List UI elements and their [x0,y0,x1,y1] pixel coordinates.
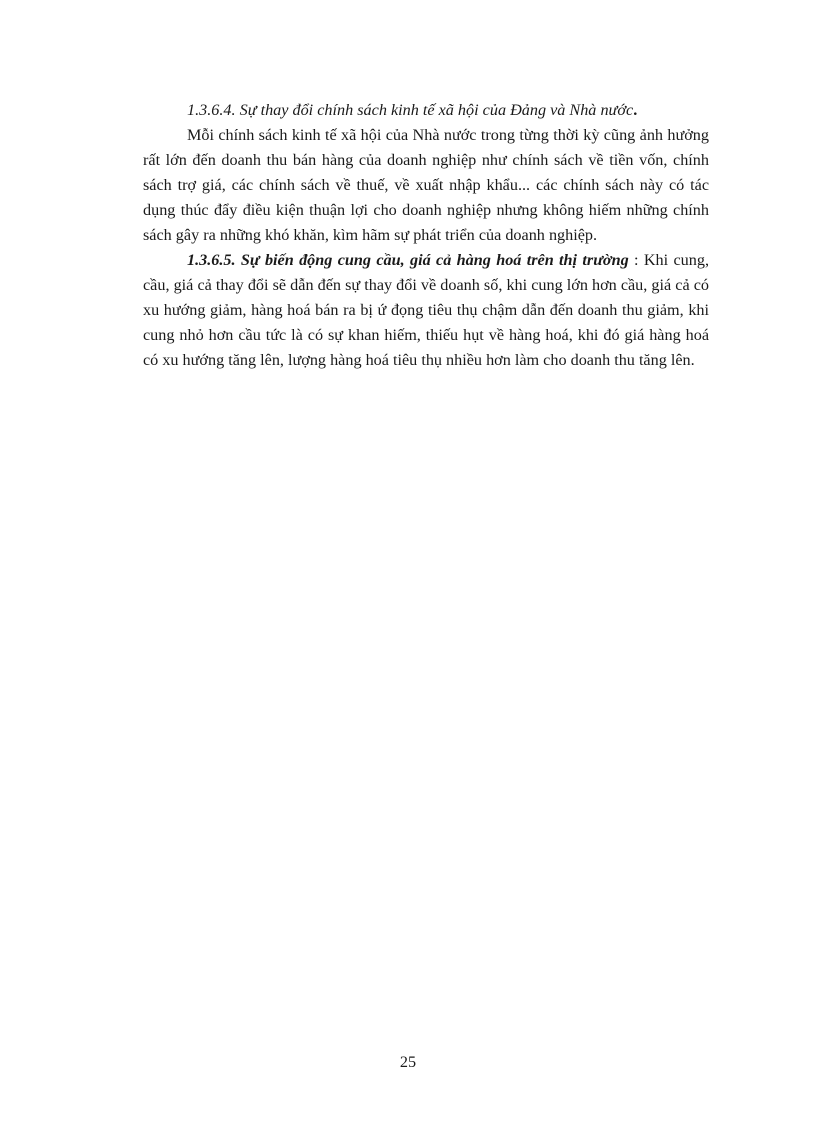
section-heading-1-3-6-5: 1.3.6.5. Sự biến động cung cầu, giá cả hàng hoá trên thị trường [187,251,629,269]
section-heading-text: 1.3.6.4. Sự thay đổi chính sách kinh tế xã hội của Đảng và Nhà nước [187,101,634,119]
page-content [143,98,709,373]
paragraph-policy-impact: Mỗi chính sách kinh tế xã hội của Nhà nước trong từng thời kỳ cũng ảnh hưởng rất lớn đến doanh thu bán hàng của doanh nghiệp như chính sách về tiền vốn, chính sách trợ giá, các chính sách về thuế, về xuất nhập khẩu... các chính sách này có tác dụng thúc đẩy điều kiện thuận lợi cho doanh nghiệp nhưng không hiếm những chính sách gây ra những khó khăn, kìm hãm sự phát triển của doanh nghiệp. [143,126,709,244]
paragraph-supply-demand-text: : Khi cung, cầu, giá cả thay đổi sẽ dẫn đến sự thay đổi về doanh số, khi cung lớn hơn cầu, giá cả có xu hướng giảm, hàng hoá bán ra bị ứ đọng tiêu thụ chậm dẫn đến doanh thu giảm, khi cung nhỏ hơn cầu tức là có sự khan hiếm, thiếu hụt về hàng hoá, khi đó giá hàng hoá có xu hướng tăng lên, lượng hàng hoá tiêu thụ nhiều hơn làm cho doanh thu tăng lên. [143,251,709,369]
page-number: 25 [399,1053,417,1071]
paragraph-supply-demand [143,248,709,373]
section-heading-1-3-6-4 [143,98,709,123]
section-heading-period: . [633,101,638,119]
